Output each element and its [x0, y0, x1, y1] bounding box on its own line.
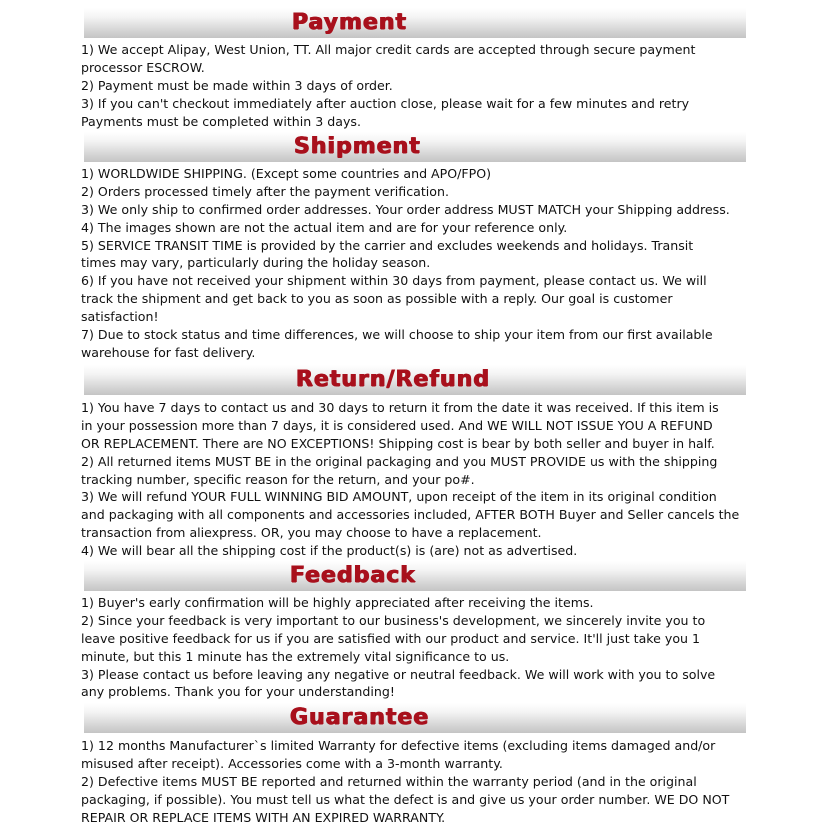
text-line: 3) If you can't checkout immediately after auction close, please wait for a few minutes and retry [81, 95, 690, 111]
text-line: tracking number, specific reason for the return, and your po#. [81, 471, 475, 487]
text-line: 2) Defective items MUST BE reported and returned within the warranty period (and in the original [81, 773, 697, 789]
return-refund-title: Return/Refund [296, 367, 491, 392]
text-line: track the shipment and get back to you as soon as possible with a reply. Our goal is customer [81, 291, 673, 307]
text-line: 2) Orders processed timely after the payment verification. [81, 183, 449, 199]
text-line: 2) Payment must be made within 3 days of order. [81, 77, 393, 93]
text-line: 7) Due to stock status and time differences, we will choose to ship your item from our first available [81, 327, 713, 343]
text-line: minute, but this 1 minute has the extremely vital significance to us. [81, 648, 510, 664]
text-line: 4) The images shown are not the actual item and are for your reference only. [81, 219, 568, 235]
feedback-title: Feedback [290, 563, 416, 588]
text-line: in your possession more than 7 days, it is considered used. And WE WILL NOT ISSUE YOU A REFUND [81, 417, 713, 433]
guarantee-banner [84, 703, 746, 733]
payment-title: Payment [292, 10, 408, 35]
text-line: 6) If you have not received your shipment within 30 days from payment, please contact us. We will [81, 273, 707, 289]
text-line: REPAIR OR REPLACE ITEMS WITH AN EXPIRED WARRANTY. [81, 809, 446, 825]
shipment-title: Shipment [294, 134, 421, 159]
text-line: 3) We only ship to confirmed order addresses. Your order address MUST MATCH your Shipping address. [81, 201, 730, 217]
text-line: processor ESCROW. [81, 59, 205, 75]
return-refund-text [81, 399, 761, 560]
guarantee-text [81, 737, 761, 826]
text-line: satisfaction! [81, 309, 159, 325]
text-line: 2) Since your feedback is very important to our business's development, we sincerely invite you to [81, 612, 706, 628]
shipment-banner [84, 132, 746, 162]
text-line: 2) All returned items MUST BE in the original packaging and you MUST PROVIDE us with the shipping [81, 453, 718, 469]
text-line: 3) We will refund YOUR FULL WINNING BID AMOUNT, upon receipt of the item in its original condition [81, 489, 717, 505]
text-line: Payments must be completed within 3 days. [81, 113, 361, 129]
text-line: 1) Buyer's early confirmation will be highly appreciated after receiving the items. [81, 595, 594, 610]
shipment-text [81, 165, 761, 362]
text-line: any problems. Thank you for your understanding! [81, 684, 395, 700]
return-refund-banner [84, 365, 746, 395]
text-line: 3) Please contact us before leaving any negative or neutral feedback. We will work with you to solve [81, 666, 716, 682]
text-line: 5) SERVICE TRANSIT TIME is provided by the carrier and excludes weekends and holidays. Transit [81, 237, 694, 253]
text-line: 1) We accept Alipay, West Union, TT. All major credit cards are accepted through secure payment [81, 42, 696, 57]
text-line: times may vary, particularly during the holiday season. [81, 255, 431, 271]
text-line: and packaging with all components and accessories included, AFTER BOTH Buyer and Seller cancels the [81, 507, 740, 523]
text-line: transaction from aliexpress. OR, you may choose to have a replacement. [81, 525, 542, 541]
guarantee-title: Guarantee [290, 705, 430, 730]
text-line: leave positive feedback for us if you are satisfied with our product and service. It'll just take you 1 [81, 630, 701, 646]
text-line: misused after receipt). Accessories come with a 3-month warranty. [81, 755, 503, 771]
payment-text [81, 41, 761, 130]
text-line: packaging, if possible). You must tell us what the defect is and give us your order number. WE DO NOT [81, 791, 730, 807]
feedback-text [81, 594, 761, 701]
text-line: 1) You have 7 days to contact us and 30 days to return it from the date it was received. If this item is [81, 400, 719, 415]
text-line: warehouse for fast delivery. [81, 344, 256, 360]
text-line: OR REPLACEMENT. There are NO EXCEPTIONS! Shipping cost is bear by both seller and buyer in half. [81, 435, 715, 451]
text-line: 1) 12 months Manufacturer`s limited Warranty for defective items (excluding items damaged and/or [81, 738, 716, 753]
text-line: 4) We will bear all the shipping cost if the product(s) is (are) not as advertised. [81, 543, 578, 559]
payment-banner [84, 8, 746, 38]
feedback-banner [84, 561, 746, 591]
text-line: 1) WORLDWIDE SHIPPING. (Except some countries and APO/FPO) [81, 166, 492, 181]
